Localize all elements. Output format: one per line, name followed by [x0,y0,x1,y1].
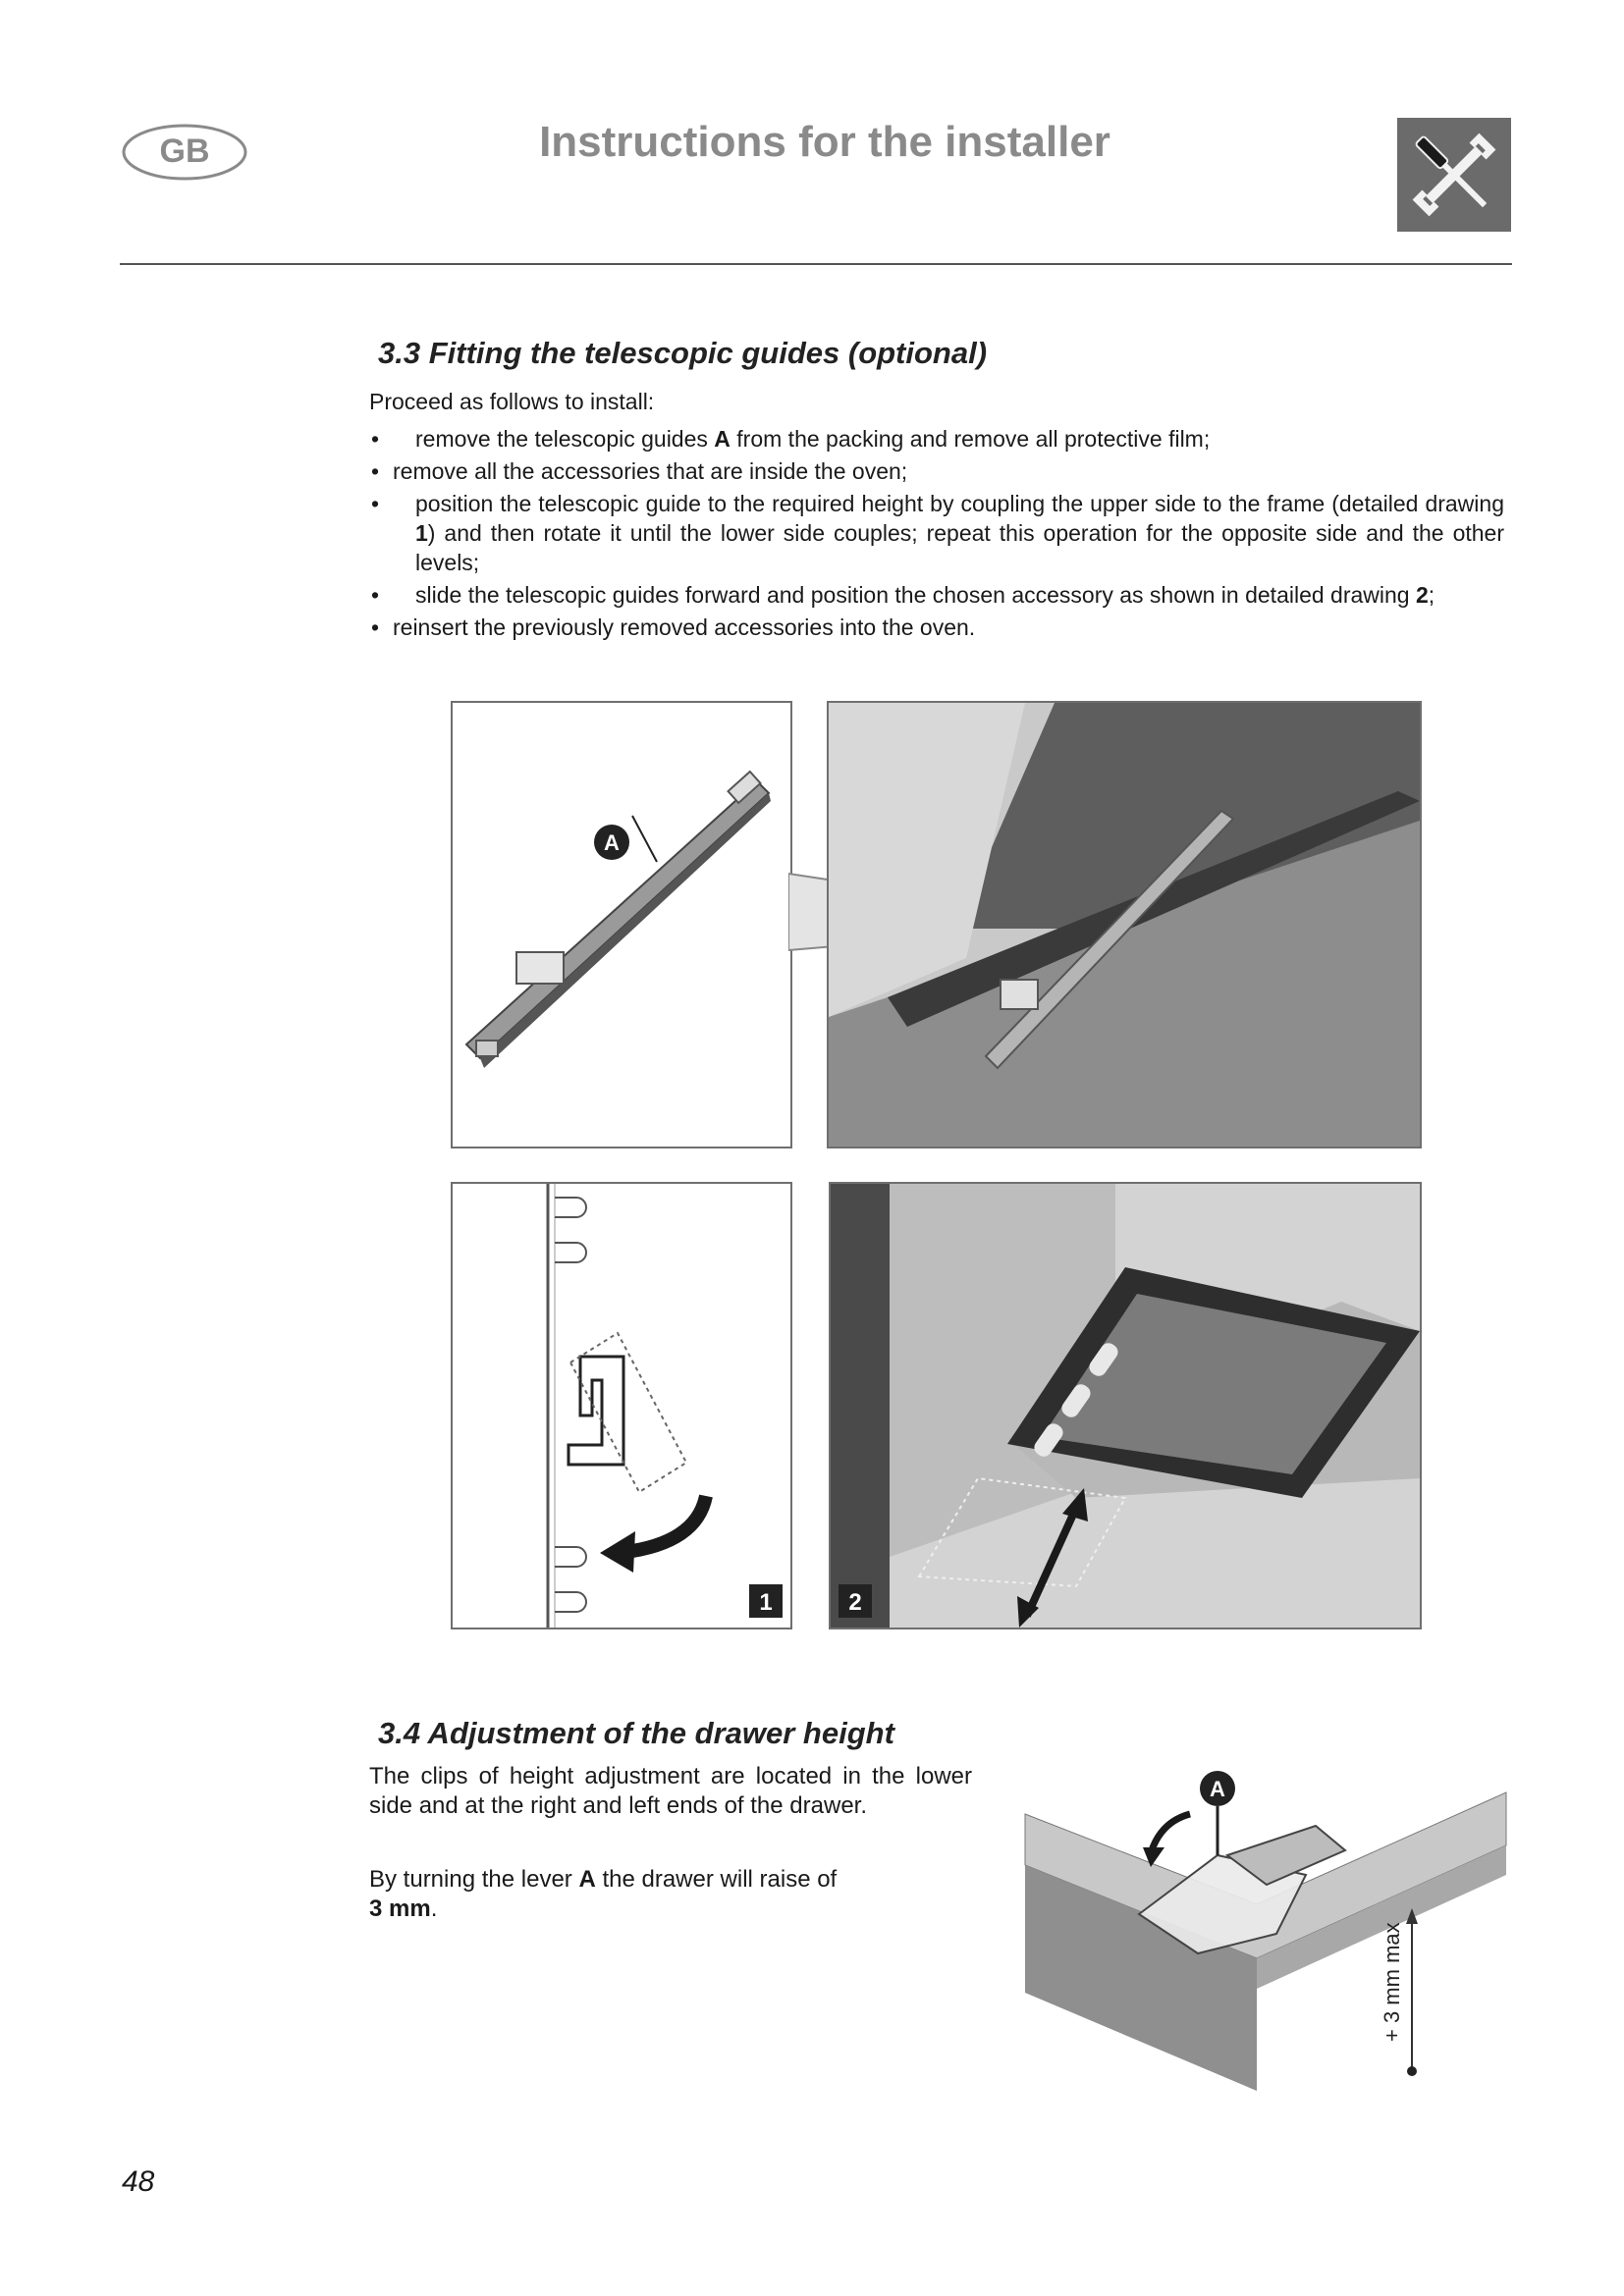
list-item: • slide the telescopic guides forward and position the chosen accessory as shown in detailed drawing 2; [369,580,1504,610]
country-badge-label: GB [159,133,210,170]
list-item: • remove the telescopic guides A from the packing and remove all protective film; [369,424,1504,454]
install-steps-list [369,424,1504,645]
list-item: • position the telescopic guide to the required height by coupling the upper side to the frame (detailed drawing 1) and then rotate it until the lower side couples; repeat this operation for the opposite side and the other levels; [369,489,1504,577]
lever-label-a: A [1210,1777,1225,1801]
section-heading-3-4: 3.4 Adjustment of the drawer height [378,1716,894,1750]
list-item: • remove all the accessories that are inside the oven; [369,456,1504,486]
figure-drawing-2 [829,1182,1422,1629]
figure-drawer-adjustment [1021,1757,1512,2110]
figure-drawing-1 [451,1182,792,1629]
guide-label-a: A [604,830,620,855]
section-3-4-paragraph-2: By turning the lever A the drawer will raise of 3 mm. [369,1866,838,1922]
drawing-1-label: 1 [759,1589,773,1616]
figure-oven-guide-installed [827,701,1422,1148]
measure-label: + 3 mm max [1380,1922,1404,2042]
section-heading-3-3: 3.3 Fitting the telescopic guides (optional) [378,336,988,370]
list-item: • reinsert the previously removed accessories into the oven. [369,613,1504,642]
section-intro: Proceed as follows to install: [369,389,655,414]
figure-telescopic-guide [451,701,792,1148]
section-3-4-paragraph-1: The clips of height adjustment are located in the lower side and at the right and left ends of the drawer. [369,1763,972,1819]
country-badge [121,123,248,182]
page-number: 48 [122,2165,155,2198]
drawing-2-label: 2 [848,1589,862,1616]
page-header-title: Instructions for the installer [539,118,1110,166]
header-divider [120,263,1512,265]
tools-icon [1397,118,1511,232]
